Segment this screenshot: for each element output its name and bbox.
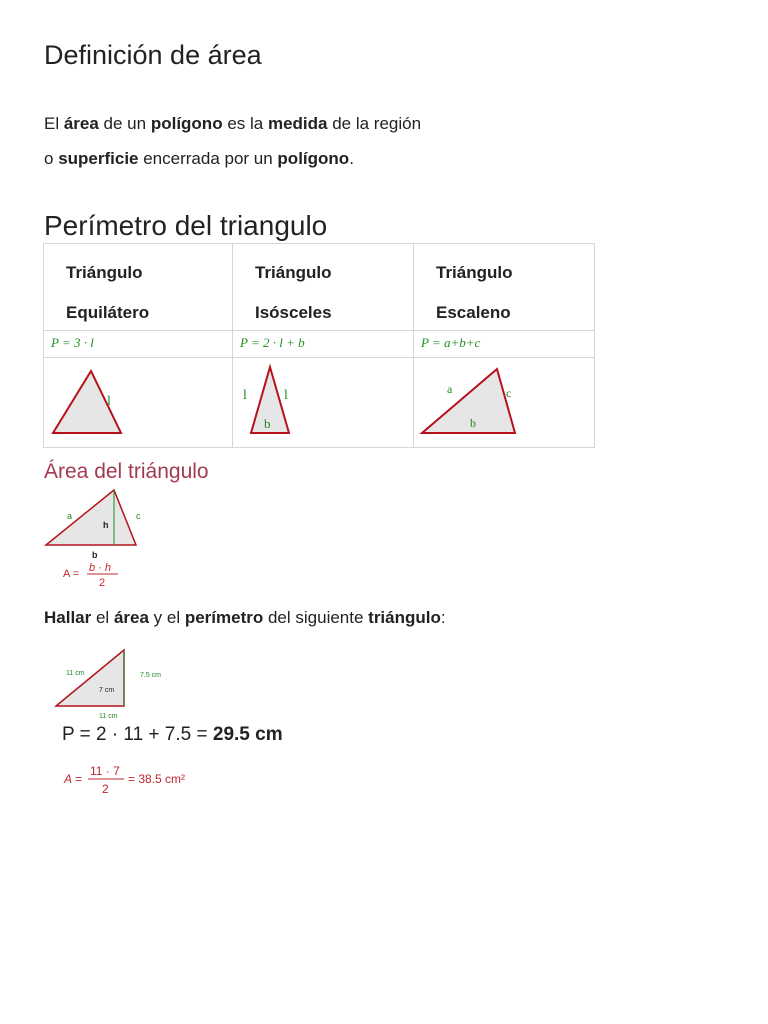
exercise-area-denominator: 2: [102, 782, 109, 796]
figure-equilateral: [44, 358, 233, 448]
equilateral-triangle-figure: [44, 358, 232, 442]
exercise-area-formula: [62, 762, 222, 802]
header-scalene: Triángulo Escaleno: [414, 244, 595, 331]
side-label-a: a: [67, 511, 73, 521]
header-equilateral: Triángulo Equilátero: [44, 244, 233, 331]
base-label: 11 cm: [99, 713, 118, 720]
side-label-c: c: [136, 511, 141, 521]
exercise-area-result: = 38.5 cm²: [128, 772, 186, 786]
area-triangle: [46, 490, 136, 545]
side-label-b: b: [470, 416, 476, 430]
exercise-area-lhs: A =: [64, 772, 82, 786]
side-label-l: l: [107, 394, 111, 409]
scalene-triangle-figure: [414, 358, 594, 442]
definition-line-2: o superficie encerrada por un polígono.: [44, 149, 354, 168]
side-label-l-right: l: [284, 388, 288, 403]
perimeter-table: [43, 243, 595, 448]
area-triangle-figure: [44, 487, 144, 587]
height-label-h: h: [103, 520, 109, 530]
figure-isosceles: [233, 358, 414, 448]
perimeter-heading: Perímetro del triangulo: [44, 210, 328, 241]
area-formula-lhs: A =: [63, 568, 80, 580]
side-label-right: 7.5 cm: [140, 672, 162, 679]
exercise-triangle-figure: [52, 648, 182, 722]
scalene-triangle: [422, 369, 515, 433]
header-isosceles: Triángulo Isósceles: [233, 244, 414, 331]
perimeter-result-line: P = 2 · 11 + 7.5 = 29.5 cm: [62, 724, 283, 745]
area-heading: Área del triángulo: [44, 460, 209, 483]
formula-scalene: P = a+b+c: [414, 331, 595, 358]
isosceles-triangle-figure: [233, 358, 413, 442]
area-formula-denominator: 2: [99, 577, 106, 587]
side-label-a: a: [447, 382, 453, 396]
side-label-left: 11 cm: [66, 670, 85, 677]
formula-equilateral: P = 3 · l: [44, 331, 233, 358]
area-formula-numerator: b · h: [89, 562, 112, 574]
definition-line-1: El área de un polígono es la medida de la región: [44, 114, 422, 133]
side-label-l-left: l: [243, 388, 247, 403]
height-label: 7 cm: [99, 687, 115, 694]
base-label-b: b: [92, 550, 98, 560]
formula-isosceles: P = 2 · l + b: [233, 331, 414, 358]
figure-scalene: [414, 358, 595, 448]
page-title: Definición de área: [44, 40, 262, 70]
exercise-area-numerator: 11 · 7: [90, 764, 120, 778]
side-label-c: c: [506, 386, 512, 400]
exercise-text: Hallar el área y el perímetro del siguiente triángulo:: [44, 608, 446, 627]
exercise-triangle: [56, 650, 124, 706]
base-label-b: b: [264, 416, 271, 431]
